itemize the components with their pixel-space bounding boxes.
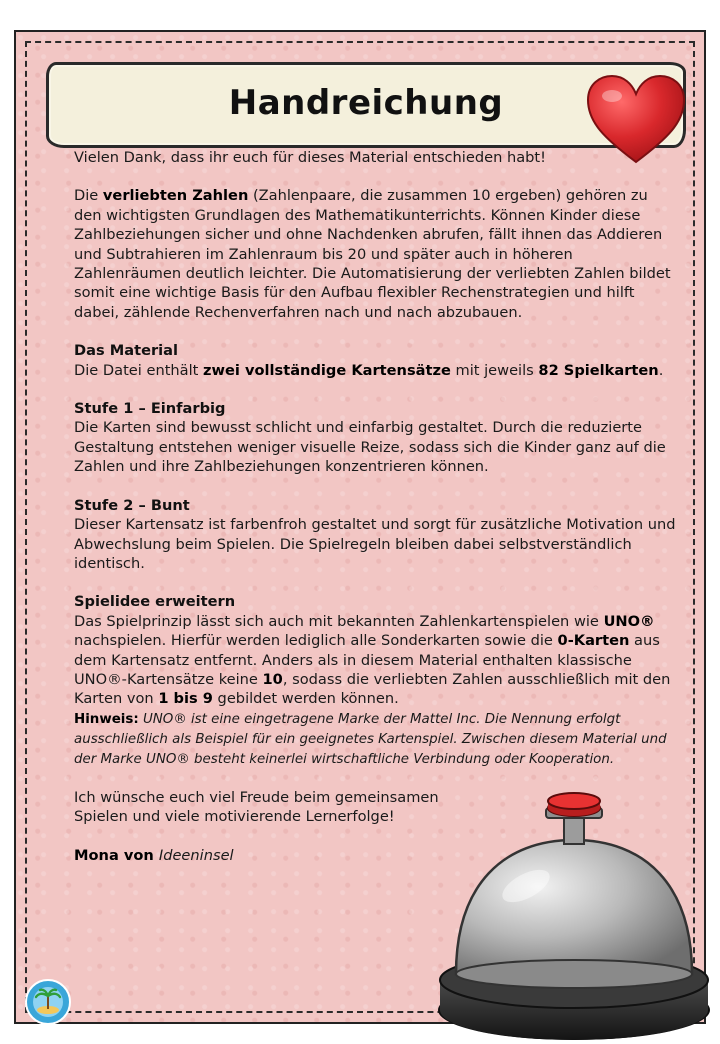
handout-page bbox=[14, 30, 706, 1024]
heading-material: Das Material bbox=[74, 342, 179, 360]
closing-text: Ich wünsche euch viel Freude beim gemeinsamen Spielen und viele motivierende Lernerfolge! bbox=[74, 788, 439, 826]
section-spielidee: Spielidee erweitern Das Spielprinzip lässt sich auch mit bekannten Zahlenkartenspielen wie UNO® nachspielen. Hierfür werden lediglich alle Sonderkarten sowie die 0-Karten aus dem Kartensatz entfernt. Anders als in diesem Material enthalten klassische UNO®-Kartensätze keine 10, sodass die verliebten Zahlen ausschließlich mit den Karten von 1 bis 9 gebildet werden können. Hinweis: UNO® ist eine eingetragene Marke der Mattel Inc. Die Nennung erfolgt ausschließlich als Beispiel für ein geeignetes Kartenspiel. Zwischen diesem Material und der Marke UNO® besteht keinerlei wirtschaftliche Verbindung oder Kooperation. bbox=[74, 593, 671, 767]
hinweis-note: Hinweis: UNO® ist eine eingetragene Marke der Mattel Inc. Die Nennung erfolgt ausschließlich als Beispiel für ein geeignetes Kartenspiel. Zwischen diesem Material und der Marke UNO® besteht keinerlei wirtschaftliche Verbindung oder Kooperation. bbox=[74, 711, 667, 767]
section-stufe-1: Stufe 1 – Einfarbig Die Karten sind bewusst schlicht und einfarbig gestaltet. Durch die reduzierte Gestaltung entstehen weniger visuelle Reize, sodass sich die Kinder ganz auf die Zahlen und ihre Zahlbeziehungen konzentrieren können. bbox=[74, 400, 666, 476]
service-bell-icon bbox=[434, 774, 714, 1044]
signature: Mona von Ideeninsel bbox=[74, 846, 234, 864]
ideeninsel-logo-icon bbox=[24, 978, 72, 1026]
paragraph-verliebte-zahlen: Die verliebten Zahlen (Zahlenpaare, die zusammen 10 ergeben) gehören zu den wichtigsten Grundlagen des Mathematikunterrichts. Können Kinder diese Zahlbeziehungen sicher und ohne Nachdenken abrufen, fällt ihnen das Addieren und Subtrahieren im Zahlenraum bis 20 und später auch in höheren Zahlenräumen deutlich leichter. Die Automatisierung der verliebten Zahlen bildet somit eine wichtige Basis für den Aufbau flexibler Rechenstrategien und hilft dabei, zählende Rechenverfahren nach und nach abzubauen. bbox=[74, 187, 671, 321]
section-material: Das Material Die Datei enthält zwei vollständige Kartensätze mit jeweils 82 Spielkarten. bbox=[74, 342, 664, 379]
intro-text: Vielen Dank, dass ihr euch für dieses Material entschieden habt! bbox=[74, 149, 547, 166]
section-stufe-2: Stufe 2 – Bunt Dieser Kartensatz ist farbenfroh gestaltet und sorgt für zusätzliche Motivation und Abwechslung beim Spielen. Die Spielregeln bleiben dabei selbstverständlich identisch. bbox=[74, 496, 676, 572]
heading-spielidee: Spielidee erweitern bbox=[74, 593, 236, 611]
page-title: Handreichung bbox=[228, 83, 504, 123]
heading-stufe-1: Stufe 1 – Einfarbig bbox=[74, 400, 226, 418]
heading-stufe-2: Stufe 2 – Bunt bbox=[74, 496, 190, 514]
